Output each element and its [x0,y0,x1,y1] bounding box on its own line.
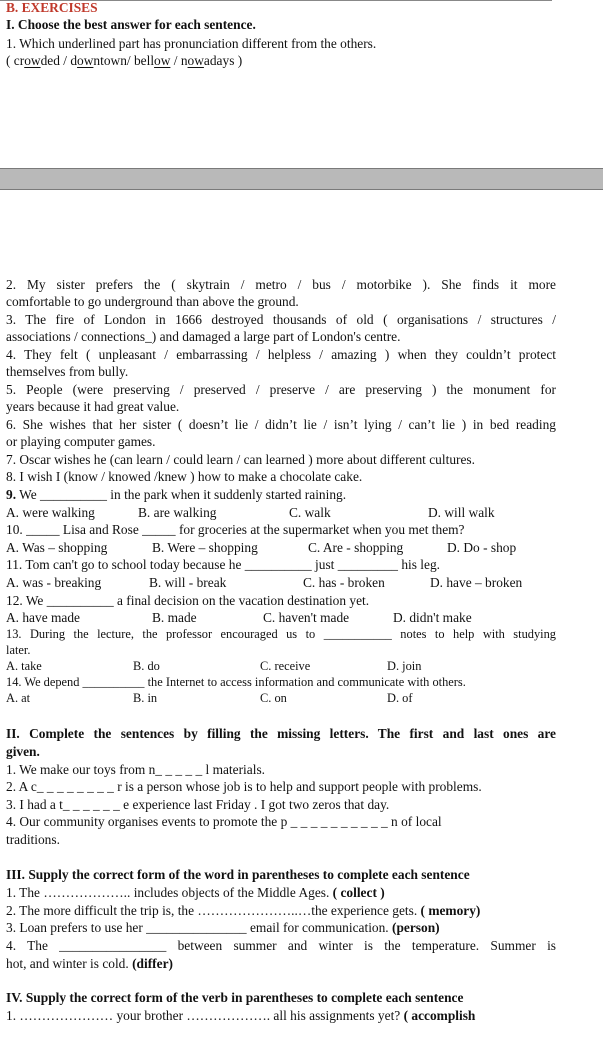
q12-option-a: A. have made [6,610,80,625]
question-9: 9. We __________ in the park when it suddenly started raining. [6,487,347,502]
part3-sentence-1: 1. The ……………….. includes objects of the Middle Ages. ( collect ) [6,885,385,900]
q10-option-c: C. Are - shopping [308,540,404,555]
part2-sentence-2: 2. A c_ _ _ _ _ _ _ _ r is a person whose job is to help and support people with problems. [6,779,482,794]
part2-sentence-4-line1: 4. Our community organises events to promote the p _ _ _ _ _ _ _ _ _ _ n of local [6,814,442,829]
q11-option-b: B. will - break [149,575,227,590]
section-title: B. EXERCISES [6,0,98,15]
part3-sentence-3: 3. Loan prefers to use her _______________ email for communication. (person) [6,920,440,935]
page-break-band [0,168,603,190]
question-3-line1: 3. The fire of London in 1666 destroyed thousands of old ( organisations / structures / [6,312,556,327]
q12-option-c: C. haven't made [263,610,350,625]
part1-heading: I. Choose the best answer for each sentence. [6,17,256,32]
q13-option-b: B. do [133,659,160,673]
question-1-options: ( crowded / downtown/ bellow / nowadays ) [6,53,243,68]
q9-option-d: D. will walk [428,505,495,520]
question-4-line1: 4. They felt ( unpleasant / embarrassing / helpless / amazing ) when they couldn’t protect [6,347,556,362]
part3-sentence-4-line1: 4. The ________________ between summer and winter is the temperature. Summer is [6,938,556,953]
q9-option-c: C. walk [289,505,331,520]
question-6-line2: or playing computer games. [6,434,156,449]
part2-sentence-1: 1. We make our toys from n_ _ _ _ _ l materials. [6,762,265,777]
q14-option-d: D. of [387,691,413,705]
part3-heading: III. Supply the correct form of the word in parentheses to complete each sentence [6,867,470,882]
part3-sentence-2: 2. The more difficult the trip is, the …………………..…the experience gets. ( memory) [6,903,481,918]
q10-option-b: B. Were – shopping [152,540,258,555]
question-13-line1: 13. During the lecture, the professor encouraged us to ___________ notes to help with studying [6,627,556,641]
q13-option-c: C. receive [260,659,311,673]
q14-option-b: B. in [133,691,158,705]
part2-heading-line2: given. [6,744,40,759]
question-2-line2: comfortable to go underground than above the ground. [6,294,299,309]
part2-sentence-3: 3. I had a t_ _ _ _ _ _ e experience last Friday . I got two zeros that day. [6,797,390,812]
q11-option-d: D. have – broken [430,575,523,590]
q9-option-a: A. were walking [6,505,95,520]
q10-option-d: D. Do - shop [447,540,517,555]
q9-option-b: B. are walking [138,505,217,520]
question-2-line1: 2. My sister prefers the ( skytrain / metro / bus / motorbike ). She finds it more [6,277,556,292]
q12-option-d: D. didn't make [393,610,472,625]
q13-option-d: D. join [387,659,422,673]
q10-option-a: A. Was – shopping [6,540,108,555]
q14-option-c: C. on [260,691,287,705]
question-5-line1: 5. People (were preserving / preserved / preserve / are preserving ) the monument for [6,382,556,397]
question-3-line2: associations / connections_) and damaged a large part of London's centre. [6,329,401,344]
q11-option-c: C. has - broken [303,575,385,590]
part2-heading-line1: II. Complete the sentences by filling the missing letters. The first and last ones are [6,726,556,741]
question-1: 1. Which underlined part has pronunciation different from the others. [6,36,377,51]
question-13-line2: later. [6,643,31,657]
part2-sentence-4-line2: traditions. [6,832,60,847]
question-7: 7. Oscar wishes he (can learn / could learn / can learned ) more about different cultures. [6,452,475,467]
q14-option-a: A. at [6,691,31,705]
question-8: 8. I wish I (know / knowed /knew ) how to make a chocolate cake. [6,469,363,484]
question-14: 14. We depend __________ the Internet to access information and communicate with others. [6,675,466,689]
question-5-line2: years because it had great value. [6,399,180,414]
q13-option-a: A. take [6,659,42,673]
question-6-line1: 6. She wishes that her sister ( doesn’t lie / didn’t lie / isn’t lying / can’t lie ) in bed reading [6,417,556,432]
part4-heading: IV. Supply the correct form of the verb in parentheses to complete each sentence [6,990,464,1005]
question-4-line2: themselves from bully. [6,364,129,379]
part4-sentence-1: 1. ………………… your brother ………………. all his assignments yet? ( accomplish [6,1008,476,1023]
q11-option-a: A. was - breaking [6,575,102,590]
part3-sentence-4-line2: hot, and winter is cold. (differ) [6,956,173,971]
question-11: 11. Tom can't go to school today because he __________ just _________ his leg. [6,557,441,572]
question-12: 12. We __________ a final decision on the vacation destination yet. [6,593,370,608]
question-10: 10. _____ Lisa and Rose _____ for groceries at the supermarket when you met them? [6,522,465,537]
q12-option-b: B. made [152,610,197,625]
